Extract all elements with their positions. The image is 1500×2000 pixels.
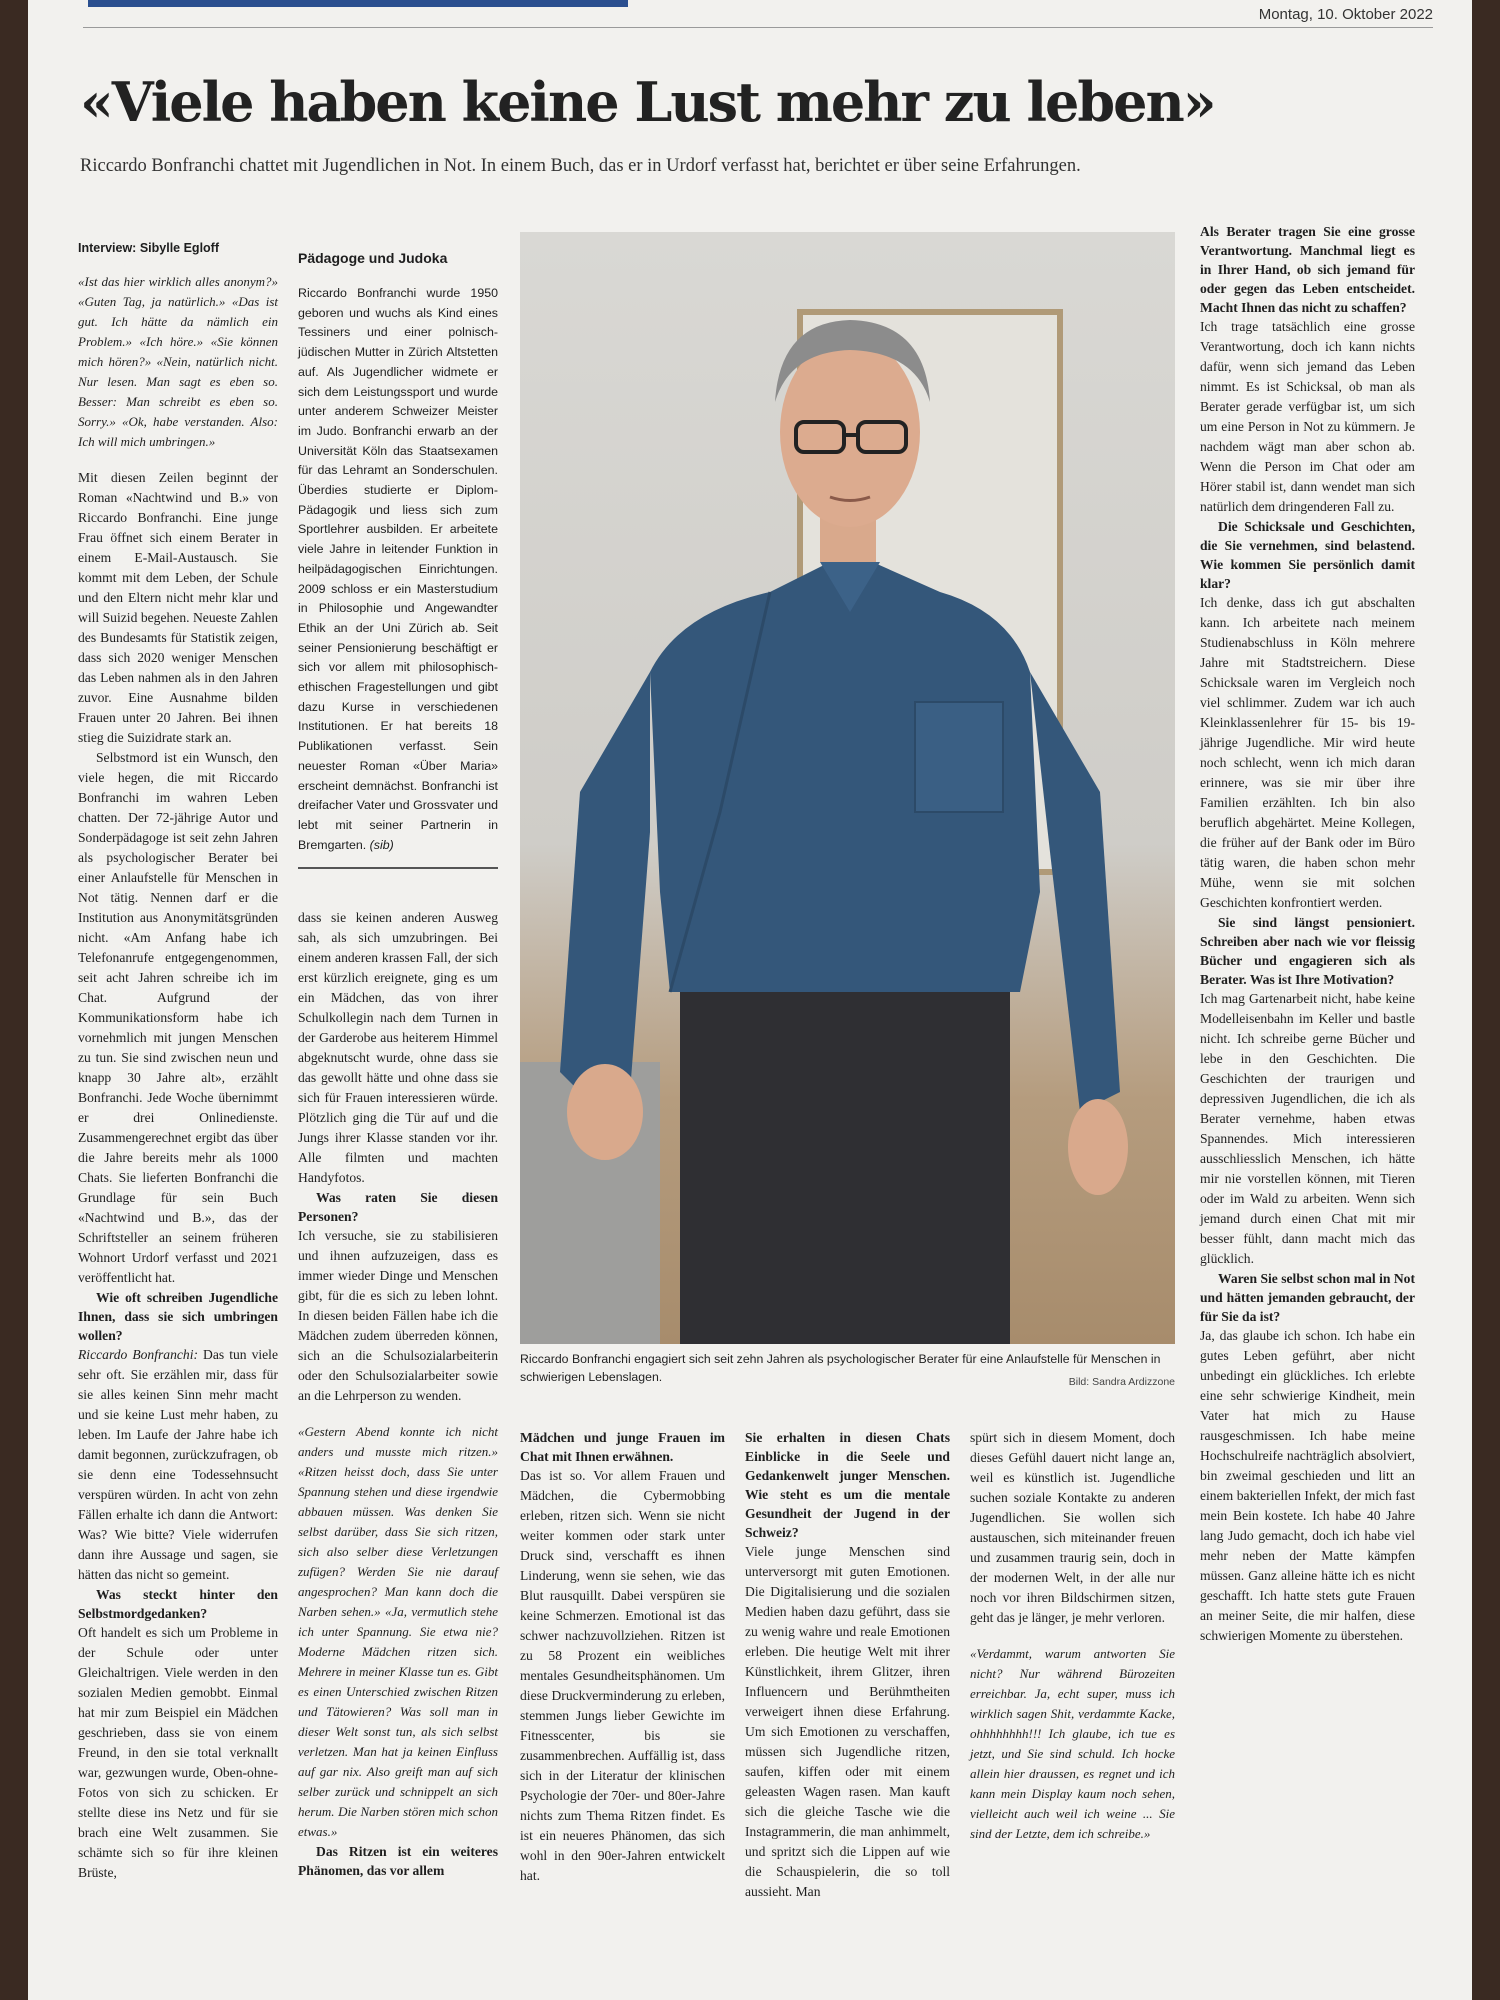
answer: Oft handelt es sich um Probleme in der Schule oder unter Gleichaltrigen. Viele werden in den sozialen Medien gemobbt. Einmal hat mir zum Beispiel ein Mädchen geschrieben, dass sie von einem Freund, in den sie total verknallt war, gezwungen wurde, Oben-ohne-Fotos von sich zu schicken. Er stellte diese ins Netz und für sie brach eine Welt zusammen. Sie schämte sich so für ihre kleinen Brüste,	[78, 1625, 278, 1880]
photo-credit: Bild: Sandra Ardizzone	[1068, 1376, 1175, 1388]
answer: Viele junge Menschen sind unterversorgt mit guten Emotionen. Die Digitalisierung und die sozialen Medien haben dazu geführt, dass sie zu wenig wahre und reale Emotionen erleben. Die heutige Welt mit ihrer Künstlichkeit, ihrem Glitzer, ihren Influencern und Berühmtheiten verweigert ihnen diese Erfahrung. Um sich Emotionen zu verschaffen, müssen sich Jugendliche ritzen, saufen, kiffen oder mit einem geleasten Wagen rasen. Man kauft sich die gleiche Tasche wie die Instagrammerin, die man anhimmelt, und spritzt sich die Lippen auf wie die Schauspielerin, die so toll aussieht. Man	[745, 1544, 950, 1899]
column-6	[1200, 222, 1415, 1646]
byline: Interview: Sibylle Egloff	[78, 241, 219, 255]
answer: Ich versuche, sie zu stabilisieren und ihnen aufzuzeigen, dass es immer wieder Dinge und Menschen gibt, für die es sich zu leben lohnt. In diesen beiden Fällen habe ich die Mädchen zudem überreden können, sich an die Schulsozialarbeiterin oder den Schulsozialarbeiter sowie an die Lehrperson zu wenden.	[298, 1228, 498, 1403]
answer: Ich trage tatsächlich eine grosse Verantwortung, doch ich kann nichts dafür, wenn sich jemand das Leben nimmt. Es ist Schicksal, ob man als Berater gerade verfügbar ist, um sich um eine Person in Not zu kümmern. Je nachdem wägt man aber schon ab. Wenn die Person im Chat oder am Hörer stabil ist, dann wendet man sich natürlich dem dringenderen Fall zu.	[1200, 319, 1415, 514]
answer: Ich mag Gartenarbeit nicht, habe keine Modelleisenbahn im Keller und bastle nicht. Ich schreibe gerne Bücher und lebe in den Geschichten. Die Geschichten der traurigen und depressiven Jugendlichen, die ich als Berater vernehme, haben etwas Spannendes. Mich interessieren ausschliesslich Menschen, ich hätte mir nie vorstellen können, mit Tieren oder im Wald zu arbeiten. Wenn sich jemand durch einen Chat mit mir besser fühlt, dann macht mich das glücklich.	[1200, 991, 1415, 1266]
issue-date: Montag, 10. Oktober 2022	[1258, 6, 1433, 23]
question: Was steckt hinter den Selbstmordgedanken?	[78, 1587, 278, 1621]
question: Waren Sie selbst schon mal in Not und hätten jemanden gebraucht, der für Sie da ist?	[1200, 1271, 1415, 1324]
column-4	[745, 1428, 950, 1902]
answer-text: Das tun viele sehr oft. Sie erzählen mir, dass für sie alles keinen Sinn mehr macht und sie keine Lust mehr haben, zu leben. Im Laufe der Jahre habe ich damit begonnen, zurückzufragen, ob sie denn eine Todessehnsucht verspüren würden. In acht von zehn Fällen erhalte ich dann die Antwort: Was? Wie bitte? Viele widerrufen dann ihre Aussage und sagen, sie hätten das nicht so gemeint.	[78, 1347, 278, 1582]
paragraph: Mit diesen Zeilen beginnt der Roman «Nachtwind und B.» von Riccardo Bonfranchi. Eine junge Frau öffnet sich einem Berater in einem E-Mail-Austausch. Sie kommt mit dem Leben, der Schule und den Eltern nicht mehr klar und will Suizid begehen. Neueste Zahlen des Bundesamts für Statistik zeigen, dass sich 2020 weniger Menschen das Leben nahmen als in den Jahren zuvor. Eine Ausnahme bilden Frauen unter 20 Jahren. Bei ihnen stieg die Suizidrate stark an.	[78, 470, 278, 745]
info-box	[298, 248, 498, 855]
answer: spürt sich in diesem Moment, doch dieses Gefühl dauert nicht lange an, weil es künstlich ist. Jugendliche suchen soziale Kontakte zu anderen Jugendlichen. Sie wollen sich austauschen, sich miteinander freuen und zusammen traurig sein, doch in der modernen Welt, in der alle nur noch vor ihren Bildschirmen sitzen, geht das je länger, je mehr verloren.	[970, 1430, 1175, 1625]
info-box-rule	[298, 867, 498, 869]
question: Was raten Sie diesen Personen?	[298, 1190, 498, 1224]
column-2	[298, 908, 498, 1880]
column-5	[970, 1428, 1175, 1844]
headline: «Viele haben keine Lust mehr zu leben»	[80, 70, 1215, 134]
lead-text: Riccardo Bonfranchi chattet mit Jugendlichen in Not. In einem Buch, das er in Urdorf verfasst hat, berichtet er über seine Erfahrungen.	[80, 156, 1081, 176]
masthead-rule	[83, 27, 1433, 28]
paragraph: Selbstmord ist ein Wunsch, den viele hegen, die mit Riccardo Bonfranchi im wahren Leben chatten. Der 72-jährige Autor und Sonderpädagoge ist seit zehn Jahren als psychologischer Berater bei einer Anlaufstelle für Menschen in Not tätig. Nennen darf er die Institution aus Anonymitätsgründen nicht. «Am Anfang habe ich Telefonanrufe entgegengenommen, seit acht Jahren schreibe ich im Chat. Aufgrund der Kommunikationsform habe ich vornehmlich mit jungen Menschen zu tun. Sie sind zwischen neun und knapp 30 Jahre alt», erzählt Bonfranchi. Jede Woche übernimmt er drei Onlinedienste. Zusammengerechnet ergibt das über die Jahre bereits mehr als 1000 Chats. Sie lieferten Bonfranchi die Grundlage für sein Buch «Nachtwind und B.», das der Schriftsteller an seinem früheren Wohnort Urdorf verfasst und 2021 veröffentlicht hat.	[78, 750, 278, 1285]
answer: Ich denke, dass ich gut abschalten kann. Ich arbeitete nach meinem Studienabschluss in Köln mehrere Jahre mit Stadtstreichern. Diese Schicksale waren im Vergleich noch viel schlimmer. Zudem war ich auch Kleinklassenlehrer für 15- bis 19-jährige Jugendliche. Mir wird heute noch schlecht, wenn ich mich daran erinnere, was sie mir über ihre Familien erzählten. Ich bin also beruflich abgehärtet. Meine Kollegen, die früher auf der Bank oder im Büro tätig waren, die haben schon mehr Mühe, wenn sie mit solchen Geschichten konfrontiert werden.	[1200, 595, 1415, 910]
author-signature: (sib)	[369, 837, 394, 852]
question: Mädchen und junge Frauen im Chat mit Ihnen erwähnen.	[520, 1430, 725, 1464]
answer	[78, 1345, 278, 1585]
portrait-illustration	[520, 232, 1175, 1344]
answer: Das ist so. Vor allem Frauen und Mädchen, die Cybermobbing erleben, ritzen sich. Wenn sie nicht weiter kommen oder stark unter Druck sind, verschafft es ihnen Linderung, wenn sie sehen, wie das Blut rausquillt. Dabei verspüren sie keine Schmerzen. Emotional ist das schwer nachzuvollziehen. Ritzen ist zu 58 Prozent ein weibliches mentales Gesundheitsphänomen. Um diese Druckverminderung zu erleben, stemmen Jungs lieber Gewichte im Fitnesscenter, bis sie zusammenbrechen. Auffällig ist, dass sich in der Literatur der klinischen Psychologie der 70er- und 80er-Jahre nichts zum Thema Ritzen findet. Es ist ein neueres Phänomen, das sich wohl in den 90er-Jahren entwickelt hat.	[520, 1468, 725, 1883]
question: Sie sind längst pensioniert. Schreiben aber nach wie vor fleissig Bücher und engagieren sich als Berater. Was ist Ihre Motivation?	[1200, 915, 1415, 987]
masthead-logo-strip	[88, 0, 628, 7]
speaker-name: Riccardo Bonfranchi:	[78, 1347, 199, 1362]
column-1	[78, 238, 278, 1883]
paragraph: dass sie keinen anderen Ausweg sah, als sich umzubringen. Bei einem anderen krassen Fall, der sich erst kürzlich ereignete, ging es um ein Mädchen, das von ihrer Schulkollegin nach dem Turnen in der Garderobe aus heiterem Himmel abgeknutscht wurde, ohne dass sie das gewollt hätte und ohne dass sie sich für Frauen interessieren würde. Plötzlich ging die Tür auf und die Jungs ihrer Klasse standen vor ihr. Alle filmten und machten Handyfotos.	[298, 910, 498, 1185]
chat-quote: «Gestern Abend konnte ich nicht anders und musste mich ritzen.» «Ritzen heisst doch, dass Sie unter Spannung stehen und diese irgendwie abbauen müssen. Was denken Sie selbst darüber, dass Sie sich ritzen, sich also selber diese Verletzungen zufügen? Werden Sie nie darauf angesprochen? Man kann doch die Narben sehen.» «Ja, vermutlich stehe ich unter Spannung. Sie etwa nie? Moderne Mädchen ritzen sich. Mehrere in meiner Klasse tun es. Gibt es einen Unterschied zwischen Ritzen und Tätowieren? Was soll man in dieser Welt sonst tun, als sich selbst verletzen. Man hat ja keinen Einfluss auf gar nix. Also greift man auf sich selber zurück und schnippelt an sich herum. Die Narben stören mich schon etwas.»	[298, 1424, 498, 1839]
column-3	[520, 1428, 725, 1886]
answer: Ja, das glaube ich schon. Ich habe ein gutes Leben geführt, aber nicht unbedingt ein glückliches. Ich erlebte eine sehr schwierige Kindheit, mein Vater hat mich zu Hause rausgeschmissen. Ich habe meine Hochschulreife nachträglich absolviert, bin zweimal geschieden und litt an einem bakteriellen Infekt, der mich fast mein Bein kostete. Ich habe 40 Jahre lang Judo gemacht, doch ich habe viel mehr neben der Matte kämpfen müssen. Ganz alleine hätte ich es nicht geschafft. Ich hatte stets gute Frauen an meiner Seite, die mir halfen, diese schwierigen Momente zu überstehen.	[1200, 1328, 1415, 1643]
question: Die Schicksale und Geschichten, die Sie vernehmen, sind belastend. Wie kommen Sie persönlich damit klar?	[1200, 519, 1415, 591]
info-box-text	[298, 284, 498, 855]
info-box-title: Pädagoge und Judoka	[298, 250, 448, 266]
question: Sie erhalten in diesen Chats Einblicke in die Seele und Gedankenwelt junger Menschen. Wie steht es um die mentale Gesundheit der Jugend in der Schweiz?	[745, 1430, 950, 1540]
question: Als Berater tragen Sie eine grosse Verantwortung. Manchmal liegt es in Ihrer Hand, ob sich jemand für oder gegen das Leben entscheidet. Macht Ihnen das nicht zu schaffen?	[1200, 224, 1415, 315]
portrait-photo	[520, 232, 1175, 1344]
chat-quote: «Verdammt, warum antworten Sie nicht? Nur während Bürozeiten erreichbar. Ja, echt super, muss ich wirklich sagen Shit, verdammte Kacke, ohhhhhhhh!!! Ich glaube, ich tue es jetzt, und Sie sind schuld. Ich hocke allein hier draussen, es regnet und ich kann mein Display kaum noch sehen, vielleicht auch weil ich weine ... Sie sind der Letzte, dem ich schreibe.»	[970, 1646, 1175, 1841]
photo-caption: Riccardo Bonfranchi engagiert sich seit zehn Jahren als psychologischer Berater für eine Anlaufstelle für Menschen in schwierigen Lebenslagen.	[520, 1352, 1161, 1384]
intro-quote: «Ist das hier wirklich alles anonym?» «Guten Tag, ja natürlich.» «Das ist gut. Ich hätte da nämlich ein Problem.» «Ich höre.» «Sie können mich hören?» «Nein, natürlich nicht. Nur lesen. Man sagt es eben so. Besser: Man schreibt es eben so. Sorry.» «Ok, habe verstanden. Also: Ich will mich umbringen.»	[78, 274, 278, 449]
question: Das Ritzen ist ein weiteres Phänomen, das vor allem	[298, 1844, 498, 1878]
info-box-body: Riccardo Bonfranchi wurde 1950 geboren und wuchs als Kind eines Tessiners und einer polnisch-jüdischen Mutter in Zürich Altstetten auf. Als Jugendlicher widmete er sich dem Leistungssport und wurde unter anderem Schweizer Meister im Judo. Bonfranchi erwarb an der Universität Köln das Staatsexamen für das Lehramt an Sonderschulen. Überdies studierte er Diplom-Pädagogik und liess sich zum Sportlehrer ausbilden. Er arbeitete viele Jahre in leitender Funktion in heilpädagogischen Einrichtungen. 2009 schloss er ein Masterstudium in Philosophie und Angewandter Ethik an der Uni Zürich ab. Seit seiner Pensionierung beschäftigt er sich vor allem mit philosophisch-ethischen Fragestellungen und gibt dazu Kurse in verschiedenen Institutionen. Er hat bereits 18 Publikationen verfasst. Sein neuester Roman «Über Maria» erscheint demnächst. Bonfranchi ist dreifacher Vater und Grossvater und lebt mit seiner Partnerin in Bremgarten.	[298, 286, 498, 852]
newspaper-page	[28, 0, 1472, 2000]
question: Wie oft schreiben Jugendliche Ihnen, dass sie sich umbringen wollen?	[78, 1290, 278, 1343]
